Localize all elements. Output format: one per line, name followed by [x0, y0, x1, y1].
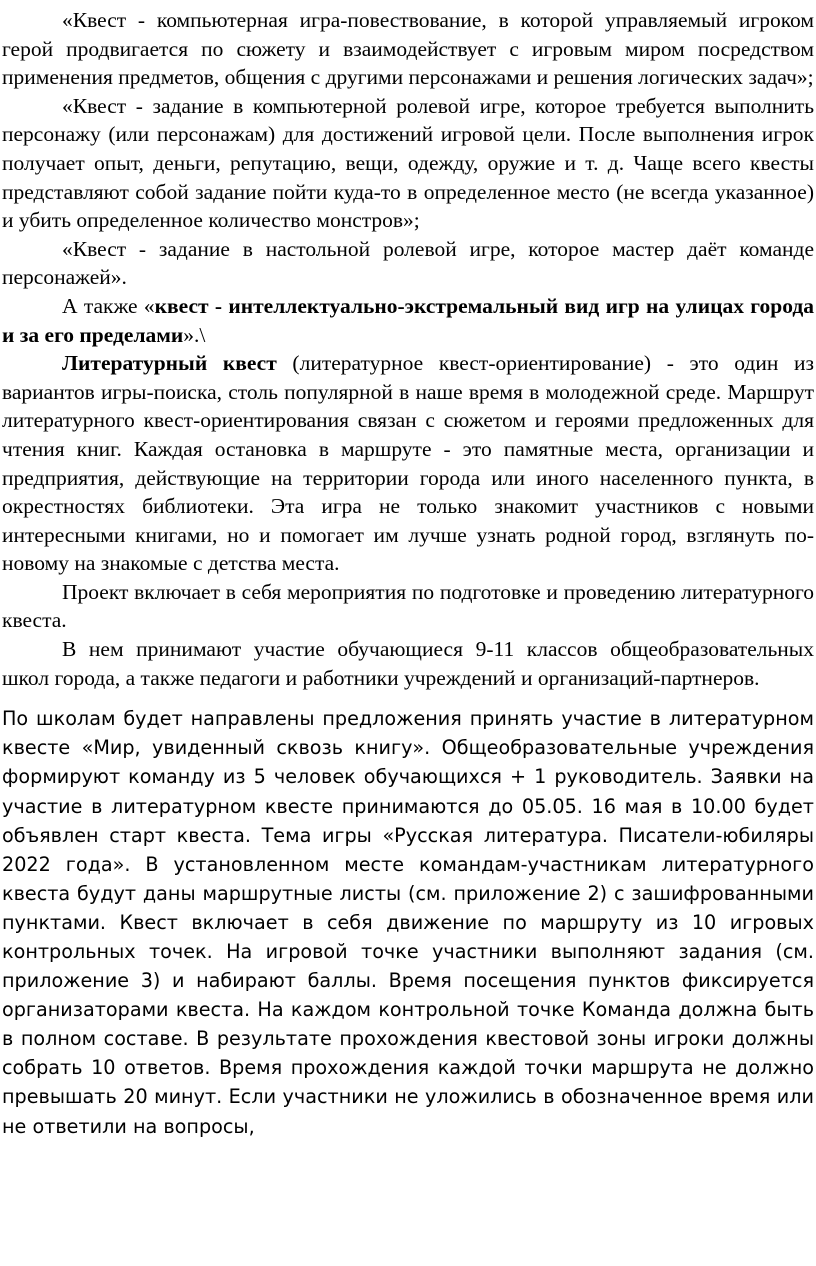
paragraph-rules: По школам будет направлены предложения принять участие в литературном квесте «Мир, увиденный сквозь книгу». Общеобразовательные учреждения формируют команду из 5 человек обучающихся + 1 руководитель. Заявки на участие в литературном квесте принимаются до 05.05. 16 мая в 10.00 будет объявлен старт квеста. Тема игры «Русская литература. Писатели-юбиляры 2022 года». В установленном месте командам-участникам литературного квеста будут даны маршрутные листы (см. приложение 2) с зашифрованными пунктами. Квест включает в себя движение по маршруту из 10 игровых контрольных точек. На игровой точке участники выполняют задания (см. приложение 3) и набирают баллы. Время посещения пунктов фиксируется организаторами квеста. На каждом контрольной точке Команда должна быть в полном составе. В результате прохождения квестовой зоны игроки должны собрать 10 ответов. Время прохождения каждой точки маршрута не должно превышать 20 минут. Если участники не уложились в обозначенное время или не ответили на вопросы, — [2, 707, 814, 1138]
paragraph-quest-definition-2: «Квест - задание в компьютерной ролевой игре, которое требуется выполнить персонажу (или персонажам) для достижений игровой цели. После выполнения игрок получает опыт, деньги, репутацию, вещи, одежду, оружие и т. д. Чаще всего квесты представляют собой задание пойти куда-то в определенное место (не всегда указанное) и убить определенное количество монстров»; — [2, 93, 814, 233]
literary-quest-term: Литературный квест — [62, 351, 277, 376]
p4-bold: квест - интеллектуально-экстремальный вид игр на улицах города и за его пределами — [2, 293, 814, 347]
p4-lead: А также « — [62, 293, 155, 318]
paragraph-project: Проект включает в себя мероприятия по подготовке и проведению литературного квеста. — [2, 579, 814, 633]
literary-quest-description: (литературное квест-ориентирование) - это один из вариантов игры-поиска, столь популярной в наше время в молодежной среде. Маршрут литературного квест-ориентирования связан с сюжетом и героями предложенных для чтения книг. Каждая остановка в маршруте - это памятные места, организации и предприятия, действующие на территории города или иного населенного пункта, в окрестностях библиотеки. Эта игра не только знакомит участников с новыми интересными книгами, но и помогает им лучше узнать родной город, взглянуть по-новому на знакомые с детства места. — [2, 351, 814, 576]
paragraph-quest-definition-3: «Квест - задание в настольной ролевой игре, которое мастер даёт команде персонажей». — [2, 236, 814, 290]
paragraph-quest-definition-1: «Квест - компьютерная игра-повествование, в которой управляемый игроком герой продвигается по сюжету и взаимодействует с игровым миром посредством применения предметов, общения с другими персонажами и решения логических задач»; — [2, 8, 814, 90]
paragraph-literary-quest — [2, 349, 814, 578]
paragraph-quest-definition-4 — [2, 292, 814, 349]
p4-tail: ».\ — [183, 322, 206, 347]
paragraph-participants: В нем принимают участие обучающиеся 9-11 классов общеобразовательных школ города, а также педагоги и работники учреждений и организаций-партнеров. — [2, 637, 814, 690]
